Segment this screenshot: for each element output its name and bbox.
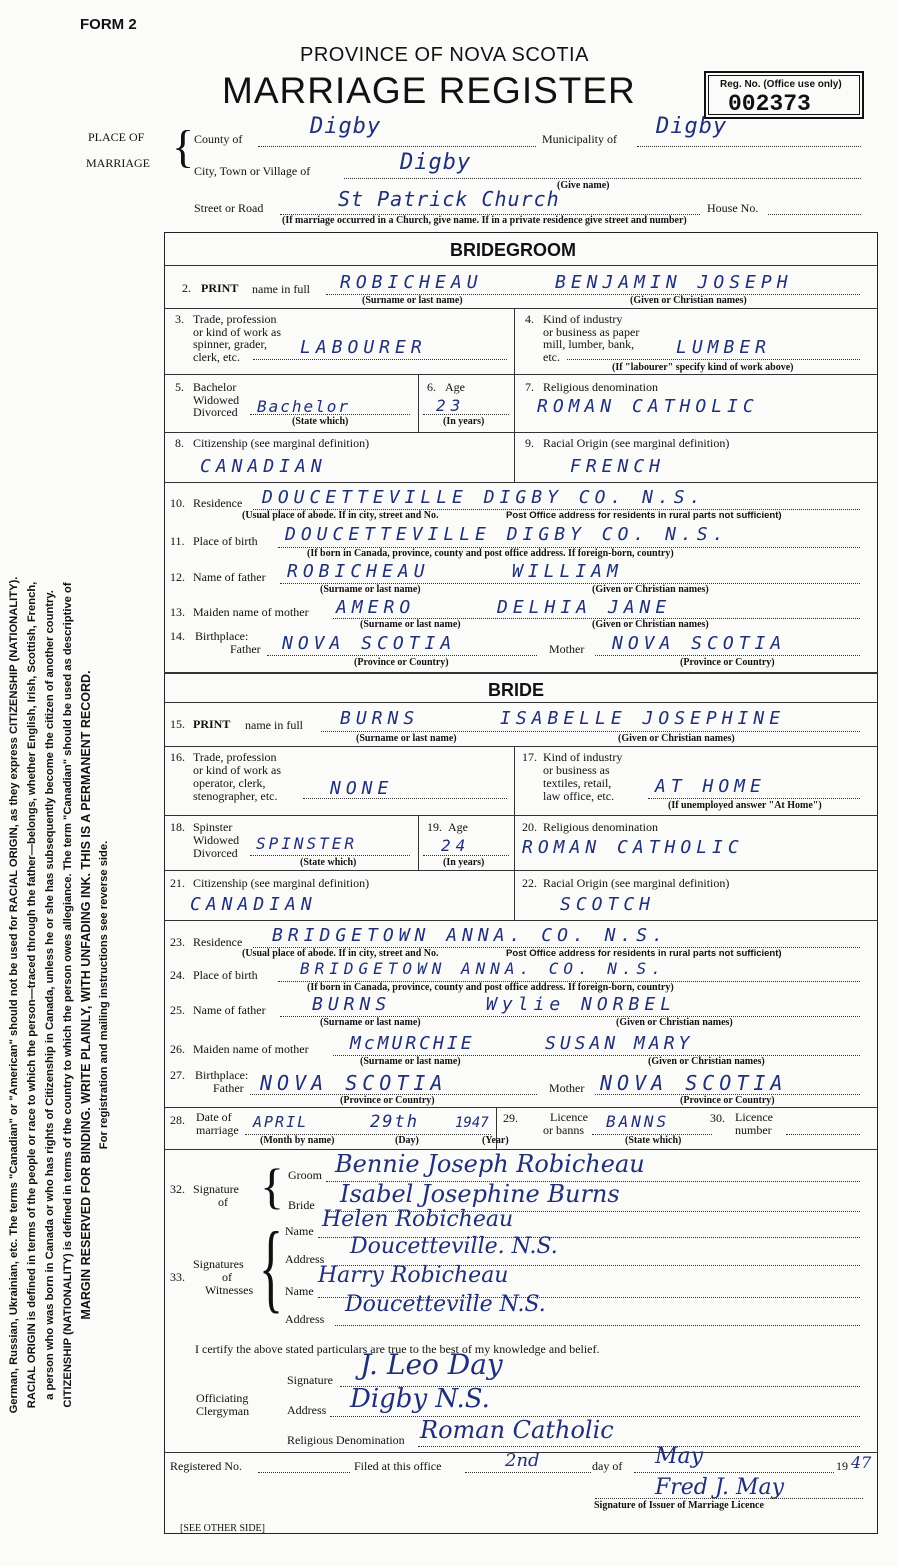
- filed-year: 47: [851, 1453, 872, 1472]
- see-other-side: [SEE OTHER SIDE]: [180, 1523, 265, 1534]
- f2-label: name in full: [252, 282, 310, 296]
- province-caption: (Province or Country): [340, 1095, 435, 1106]
- margin-line: For registration and mailing instructions see reverse side.: [98, 840, 110, 1150]
- given-caption: (Given or Christian names): [616, 1017, 733, 1028]
- f15-label: name in full: [245, 718, 303, 732]
- reg-number: 002373: [728, 91, 811, 117]
- f3-label-line: spinner, grader,: [193, 337, 268, 351]
- f19-num: 19.: [427, 820, 442, 834]
- f5-num: 5.: [175, 380, 184, 394]
- f25-label: Name of father: [193, 1003, 266, 1017]
- bride-signature: Isabel Josephine Burns: [340, 1180, 620, 1208]
- f21-label: Citizenship (see marginal definition): [193, 876, 370, 890]
- month-caption: (Month by name): [260, 1135, 335, 1146]
- f32-num: 32.: [170, 1182, 185, 1196]
- groom-mother-surname: AMERO: [336, 597, 416, 618]
- street-label: Street or Road: [194, 201, 264, 215]
- given-caption: (Given or Christian names): [648, 1056, 765, 1067]
- groom-surname: ROBICHEAU: [340, 272, 483, 293]
- f33-num: 33.: [170, 1270, 185, 1284]
- bride-religion: ROMAN CATHOLIC: [522, 837, 744, 858]
- groom-racial: FRENCH: [570, 456, 666, 477]
- groom-given: BENJAMIN JOSEPH: [555, 272, 793, 293]
- groom-mother-label: Mother: [549, 642, 585, 656]
- w1-name-label: Name: [285, 1224, 314, 1238]
- years-caption: (In years): [443, 416, 485, 427]
- clergy-address-label: Address: [287, 1403, 327, 1417]
- f17-label-line: Kind of industry: [543, 750, 623, 764]
- groom-age: 23: [436, 396, 466, 415]
- f26-label: Maiden name of mother: [193, 1042, 309, 1056]
- clergy-denomination-label: Religious Denomination: [287, 1433, 405, 1447]
- bride-birthplace: BRIDGETOWN ANNA. CO. N.S.: [300, 959, 666, 978]
- f10-num: 10.: [170, 496, 185, 510]
- f26-num: 26.: [170, 1042, 185, 1056]
- city-value: Digby: [400, 150, 472, 175]
- f9-num: 9.: [525, 436, 534, 450]
- bride-mother-surname: McMURCHIE: [350, 1033, 475, 1054]
- f14-num: 14.: [170, 629, 185, 643]
- f11-num: 11.: [170, 534, 185, 548]
- f16-num: 16.: [170, 750, 185, 764]
- f5-label-line: Widowed: [193, 392, 240, 407]
- f27-num: 27.: [170, 1068, 185, 1082]
- groom-sig-label: Groom: [288, 1168, 322, 1182]
- registered-no-label: Registered No.: [170, 1459, 242, 1473]
- given-caption: (Given or Christian names): [592, 584, 709, 595]
- filed-day: 2nd: [505, 1450, 540, 1471]
- province-caption: (Province or Country): [354, 657, 449, 668]
- place-brace: {: [172, 121, 195, 172]
- groom-mother-birthplace: NOVA SCOTIA: [612, 633, 787, 654]
- officiating-label2: Clergyman: [196, 1404, 250, 1418]
- f5-label-line: Divorced: [193, 405, 238, 419]
- bride-trade: NONE: [330, 778, 394, 799]
- f6-num: 6.: [427, 380, 436, 394]
- marriage-day: 29th: [370, 1112, 419, 1132]
- issuer-label: Signature of Issuer of Marriage Licence: [594, 1500, 764, 1511]
- f16-label-line: stenographer, etc.: [193, 789, 278, 803]
- f30-label1: Licence: [735, 1110, 773, 1124]
- day-caption: (Day): [395, 1135, 419, 1146]
- f24-caption: (If born in Canada, province, county and post office address. If foreign-born, country): [307, 982, 674, 993]
- f4-label-line: etc.: [543, 349, 560, 364]
- binding-margin-text: [5, 215, 115, 1566]
- city-label: City, Town or Village of: [194, 164, 311, 178]
- w2-address-label: Address: [285, 1312, 325, 1326]
- f20-label: Religious denomination: [543, 820, 658, 834]
- form-number: FORM 2: [80, 16, 137, 33]
- bride-industry: AT HOME: [655, 776, 766, 797]
- province-heading: PROVINCE OF NOVA SCOTIA: [300, 44, 589, 66]
- witness2-name: Harry Robicheau: [318, 1263, 509, 1288]
- clergy-denomination: Roman Catholic: [420, 1416, 614, 1444]
- county-label: County of: [194, 132, 243, 146]
- groom-residence: DOUCETTEVILLE DIGBY CO. N.S.: [262, 487, 706, 508]
- groom-father-birthplace: NOVA SCOTIA: [282, 633, 457, 654]
- surname-caption: (Surname or last name): [362, 295, 463, 306]
- bride-mother-birthplace: NOVA SCOTIA: [600, 1071, 788, 1095]
- bride-father-given: Wylie NORBEL: [486, 994, 677, 1015]
- f16-label-line: Trade, profession: [193, 750, 277, 764]
- margin-line: German, Russian, Ukrainian, etc. The terms "Canadian" or "American" should not be used for RACIAL ORIGIN, as they express CITIZENSHIP (NATIONALITY).: [8, 576, 20, 1414]
- surname-caption: (Surname or last name): [320, 1017, 421, 1028]
- f17-label-line: textiles, retail,: [543, 776, 612, 790]
- bride-mother-label: Mother: [549, 1081, 585, 1095]
- f11-caption: (If born in Canada, province, county and post office address. If foreign-born, country): [307, 548, 674, 559]
- certify-text: I certify the above stated particulars are true to the best of my knowledge and belief.: [195, 1342, 600, 1356]
- clergy-sig-label: Signature: [287, 1373, 333, 1387]
- f29-label2: or banns: [543, 1123, 584, 1137]
- groom-signature: Bennie Joseph Robicheau: [335, 1150, 645, 1178]
- f24-num: 24.: [170, 968, 185, 982]
- groom-citizenship: CANADIAN: [200, 456, 327, 477]
- f9-label: Racial Origin (see marginal definition): [543, 436, 730, 450]
- f8-num: 8.: [175, 436, 184, 450]
- f7-label: Religious denomination: [543, 380, 658, 394]
- f17-num: 17.: [522, 750, 537, 764]
- f23-caption-bold: Post Office address for residents in rural parts not sufficient): [506, 948, 782, 959]
- f15-num: 15.: [170, 717, 185, 731]
- f18-label: [193, 821, 239, 860]
- year-caption: (Year): [482, 1135, 509, 1146]
- f4-label-line: or business as paper: [543, 324, 640, 339]
- groom-mother-given: DELHIA JANE: [497, 597, 672, 618]
- f12-num: 12.: [170, 570, 185, 584]
- state-caption: (State which): [292, 416, 349, 427]
- f33-label2: of: [222, 1270, 232, 1284]
- f18-label-line: Spinster: [193, 820, 233, 834]
- sig-brace: {: [260, 1158, 284, 1214]
- witness1-address: Doucetteville. N.S.: [350, 1234, 558, 1259]
- bride-father-birthplace: NOVA SCOTIA: [260, 1071, 448, 1095]
- page-title: MARRIAGE REGISTER: [222, 70, 636, 111]
- f18-label-line: Widowed: [193, 833, 240, 847]
- surname-caption: (Surname or last name): [320, 584, 421, 595]
- f3-label: [193, 313, 281, 363]
- f16-label-line: or kind of work as: [193, 763, 281, 777]
- county-value: Digby: [310, 114, 382, 139]
- f22-num: 22.: [522, 876, 537, 890]
- f5-label-line: Bachelor: [193, 380, 237, 394]
- f3-label-line: or kind of work as: [193, 324, 281, 339]
- f7-num: 7.: [525, 380, 534, 394]
- f10-caption-bold: Post Office address for residents in rural parts not sufficient): [506, 510, 782, 521]
- f32-label1: Signature: [193, 1182, 239, 1196]
- f16-label-line: operator, clerk,: [193, 776, 266, 790]
- f10-caption: (Usual place of abode. If in city, street and No.: [242, 510, 439, 521]
- bridegroom-heading: BRIDEGROOM: [450, 240, 576, 260]
- f6-label: Age: [445, 380, 465, 394]
- licence-value: BANNS: [606, 1112, 670, 1131]
- f21-num: 21.: [170, 876, 185, 890]
- officiating-label1: Officiating: [196, 1391, 249, 1405]
- f33-label1: Signatures: [193, 1257, 244, 1271]
- f4-label: [543, 313, 639, 363]
- f3-label-line: clerk, etc.: [193, 349, 240, 364]
- f17-label: [543, 751, 622, 803]
- f29-num: 29.: [503, 1111, 518, 1125]
- bride-age: 24: [441, 836, 471, 855]
- state-caption: (State which): [300, 857, 357, 868]
- margin-line: a person who was born in Canada or who has rights of Citizenship in Canada, unless he or she has subsequently become the citizen of another country.: [44, 590, 56, 1400]
- bride-sig-label: Bride: [288, 1198, 315, 1212]
- groom-industry: LUMBER: [676, 337, 772, 358]
- f30-num: 30.: [710, 1111, 725, 1125]
- bride-mother-given: SUSAN MARY: [545, 1033, 694, 1054]
- f17-label-line: or business as: [543, 763, 610, 777]
- witness2-address: Doucetteville N.S.: [345, 1292, 546, 1317]
- given-caption: (Given or Christian names): [592, 619, 709, 630]
- surname-caption: (Surname or last name): [360, 1056, 461, 1067]
- place-label-1: PLACE OF: [88, 130, 145, 144]
- f10-label: Residence: [193, 496, 243, 510]
- margin-line: MARGIN RESERVED FOR BINDING. WRITE PLAINLY, WITH UNFADING INK. THIS IS A PERMANENT RECORD.: [79, 670, 93, 1320]
- f4-label-line: Kind of industry: [543, 312, 623, 326]
- given-caption: (Given or Christian names): [618, 733, 735, 744]
- house-no-label: House No.: [707, 201, 759, 215]
- f29-label1: Licence: [550, 1110, 588, 1124]
- municipality-value: Digby: [656, 114, 728, 139]
- f3-label-line: Trade, profession: [193, 312, 277, 326]
- years-caption: (In years): [443, 857, 485, 868]
- bride-racial: SCOTCH: [560, 894, 656, 915]
- f5-label: [193, 381, 239, 419]
- f27-label2: Father: [213, 1081, 244, 1095]
- f4-num: 4.: [525, 312, 534, 326]
- marriage-year: 1947: [455, 1115, 489, 1131]
- bride-heading: BRIDE: [488, 680, 545, 700]
- f28-num: 28.: [170, 1113, 185, 1127]
- f18-label-line: Divorced: [193, 846, 238, 860]
- reg-number-box: [704, 71, 864, 119]
- bride-father-surname: BURNS: [312, 994, 392, 1015]
- f24-label: Place of birth: [193, 968, 258, 982]
- f33-label3: Witnesses: [205, 1283, 254, 1297]
- f20-num: 20.: [522, 820, 537, 834]
- groom-trade: LABOURER: [300, 337, 427, 358]
- state-caption: (State which): [625, 1135, 682, 1146]
- groom-birthplace: DOUCETTEVILLE DIGBY CO. N.S.: [285, 524, 729, 545]
- margin-line: CITIZENSHIP (NATIONALITY) is defined in terms of the country to which the person owes allegiance. The term "Canadian" should be used as descriptive of: [62, 582, 74, 1408]
- f18-num: 18.: [170, 820, 185, 834]
- reg-number-label: Reg. No. (Office use only): [720, 79, 842, 90]
- bride-surname: BURNS: [340, 708, 420, 729]
- f11-label: Place of birth: [193, 534, 258, 548]
- year-prefix: 19: [836, 1459, 848, 1473]
- f23-label: Residence: [193, 935, 243, 949]
- groom-religion: ROMAN CATHOLIC: [537, 396, 759, 417]
- margin-line: RACIAL ORIGIN is defined in terms of the people or race to which the person—traced through the father—belongs, whether English, Irish, Scottish, French,: [26, 581, 38, 1409]
- f17-caption: (If unemployed answer "At Home"): [668, 800, 822, 811]
- f19-label: Age: [448, 820, 468, 834]
- witness1-name: Helen Robicheau: [322, 1207, 514, 1232]
- f30-label2: number: [735, 1123, 772, 1137]
- surname-caption: (Surname or last name): [360, 619, 461, 630]
- f2-num: 2.: [182, 281, 191, 295]
- province-caption: (Province or Country): [680, 1095, 775, 1106]
- province-caption: (Province or Country): [680, 657, 775, 668]
- f14-label2: Father: [230, 642, 261, 656]
- f23-num: 23.: [170, 935, 185, 949]
- day-of-label: day of: [592, 1459, 623, 1473]
- w2-name-label: Name: [285, 1284, 314, 1298]
- groom-status: Bachelor: [257, 397, 351, 416]
- f27-label1: Birthplace:: [195, 1068, 249, 1082]
- f12-label: Name of father: [193, 570, 266, 584]
- f28-label2: marriage: [196, 1123, 239, 1137]
- bride-status: SPINSTER: [256, 834, 358, 853]
- w1-address-label: Address: [285, 1252, 325, 1266]
- bride-residence: BRIDGETOWN ANNA. CO. N.S.: [272, 925, 668, 946]
- give-name-caption: (Give name): [557, 180, 610, 191]
- f25-num: 25.: [170, 1003, 185, 1017]
- f17-label-line: law office, etc.: [543, 789, 615, 803]
- bride-given: ISABELLE JOSEPHINE: [500, 708, 786, 729]
- groom-father-given: WILLIAM: [512, 561, 623, 582]
- filed-label: Filed at this office: [354, 1459, 442, 1473]
- street-value: St Patrick Church: [338, 187, 560, 211]
- f28-label1: Date of: [196, 1110, 232, 1124]
- witness-brace: {: [259, 1211, 283, 1322]
- issuer-signature: Fred J. May: [655, 1475, 785, 1500]
- f14-label1: Birthplace:: [195, 629, 249, 643]
- f22-label: Racial Origin (see marginal definition): [543, 876, 730, 890]
- f23-caption: (Usual place of abode. If in city, street and No.: [242, 948, 439, 959]
- marriage-month: APRIL: [253, 1113, 309, 1131]
- surname-caption: (Surname or last name): [356, 733, 457, 744]
- f13-num: 13.: [170, 605, 185, 619]
- place-note: (If marriage occurred in a Church, give name. If in a private residence give street and number): [282, 215, 687, 226]
- bride-citizenship: CANADIAN: [190, 894, 317, 915]
- f13-label: Maiden name of mother: [193, 605, 309, 619]
- clergy-address: Digby N.S.: [350, 1384, 490, 1414]
- f32-label2: of: [218, 1195, 228, 1209]
- f2-label-bold: PRINT: [201, 281, 239, 295]
- filed-month: May: [655, 1444, 704, 1469]
- f3-num: 3.: [175, 312, 184, 326]
- clergy-signature: J. Leo Day: [360, 1348, 503, 1381]
- f4-label-line: mill, lumber, bank,: [543, 337, 635, 351]
- municipality-label: Municipality of: [542, 132, 617, 146]
- f4-caption: (If "labourer" specify kind of work above): [612, 362, 794, 373]
- groom-father-surname: ROBICHEAU: [287, 561, 430, 582]
- f8-label: Citizenship (see marginal definition): [193, 436, 370, 450]
- place-label-2: MARRIAGE: [86, 156, 151, 170]
- f15-label-bold: PRINT: [193, 717, 231, 731]
- f16-label: [193, 751, 281, 803]
- given-caption: (Given or Christian names): [630, 295, 747, 306]
